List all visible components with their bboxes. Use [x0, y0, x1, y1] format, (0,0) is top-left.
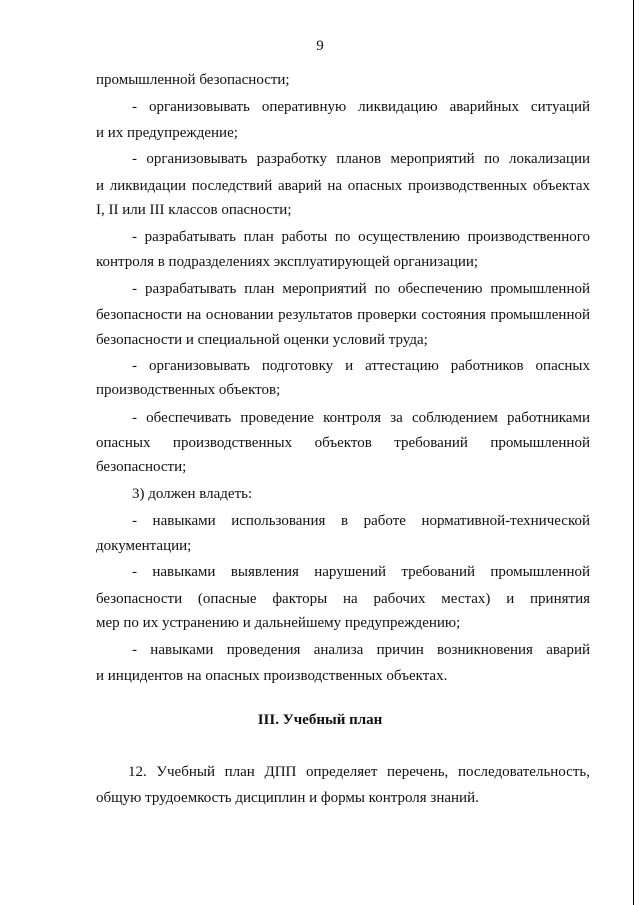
text-line: - навыками выявления нарушений требований промышленной — [132, 564, 590, 580]
text-line: 3) должен владеть: — [132, 486, 253, 502]
text-line: общую трудоемкость дисциплин и формы контроля знаний. — [96, 790, 479, 806]
text-line: 12. Учебный план ДПП определяет перечень, последовательность, — [128, 764, 590, 780]
text-line: I, II или III классов опасности; — [96, 202, 292, 218]
page-edge-line — [633, 0, 634, 905]
text-line: безопасности и специальной оценки условий труда; — [96, 332, 428, 348]
text-line: - разрабатывать план работы по осуществлению производственного — [132, 229, 590, 245]
text-line: - разрабатывать план мероприятий по обеспечению промышленной — [132, 281, 590, 297]
text-line: - организовывать подготовку и аттестацию работников опасных — [132, 358, 590, 374]
text-line: опасных производственных объектов требований промышленной — [96, 435, 590, 451]
text-line: и ликвидации последствий аварий на опасных производственных объектах — [96, 178, 590, 194]
page-number: 9 — [316, 38, 324, 54]
text-line: - организовывать оперативную ликвидацию аварийных ситуаций — [132, 99, 590, 115]
text-line: - навыками использования в работе нормативной-технической — [132, 513, 590, 529]
text-line: мер по их устранению и дальнейшему предупреждению; — [96, 615, 461, 631]
text-line: и их предупреждение; — [96, 125, 238, 141]
text-line: безопасности (опасные факторы на рабочих местах) и принятия — [96, 591, 590, 607]
text-line: производственных объектов; — [96, 382, 281, 398]
section-heading: III. Учебный план — [257, 712, 383, 728]
text-line: безопасности на основании результатов проверки состояния промышленной — [96, 307, 590, 323]
text-line: промышленной безопасности; — [96, 72, 290, 88]
text-line: и инцидентов на опасных производственных объектах. — [96, 668, 448, 684]
text-line: - организовывать разработку планов мероприятий по локализации — [132, 151, 590, 167]
text-line: - навыками проведения анализа причин возникновения аварий — [132, 642, 590, 658]
text-line: контроля в подразделениях эксплуатирующей организации; — [96, 254, 479, 270]
text-line: документации; — [96, 538, 192, 554]
text-line: безопасности; — [96, 459, 187, 475]
text-line: - обеспечивать проведение контроля за соблюдением работниками — [132, 410, 590, 426]
